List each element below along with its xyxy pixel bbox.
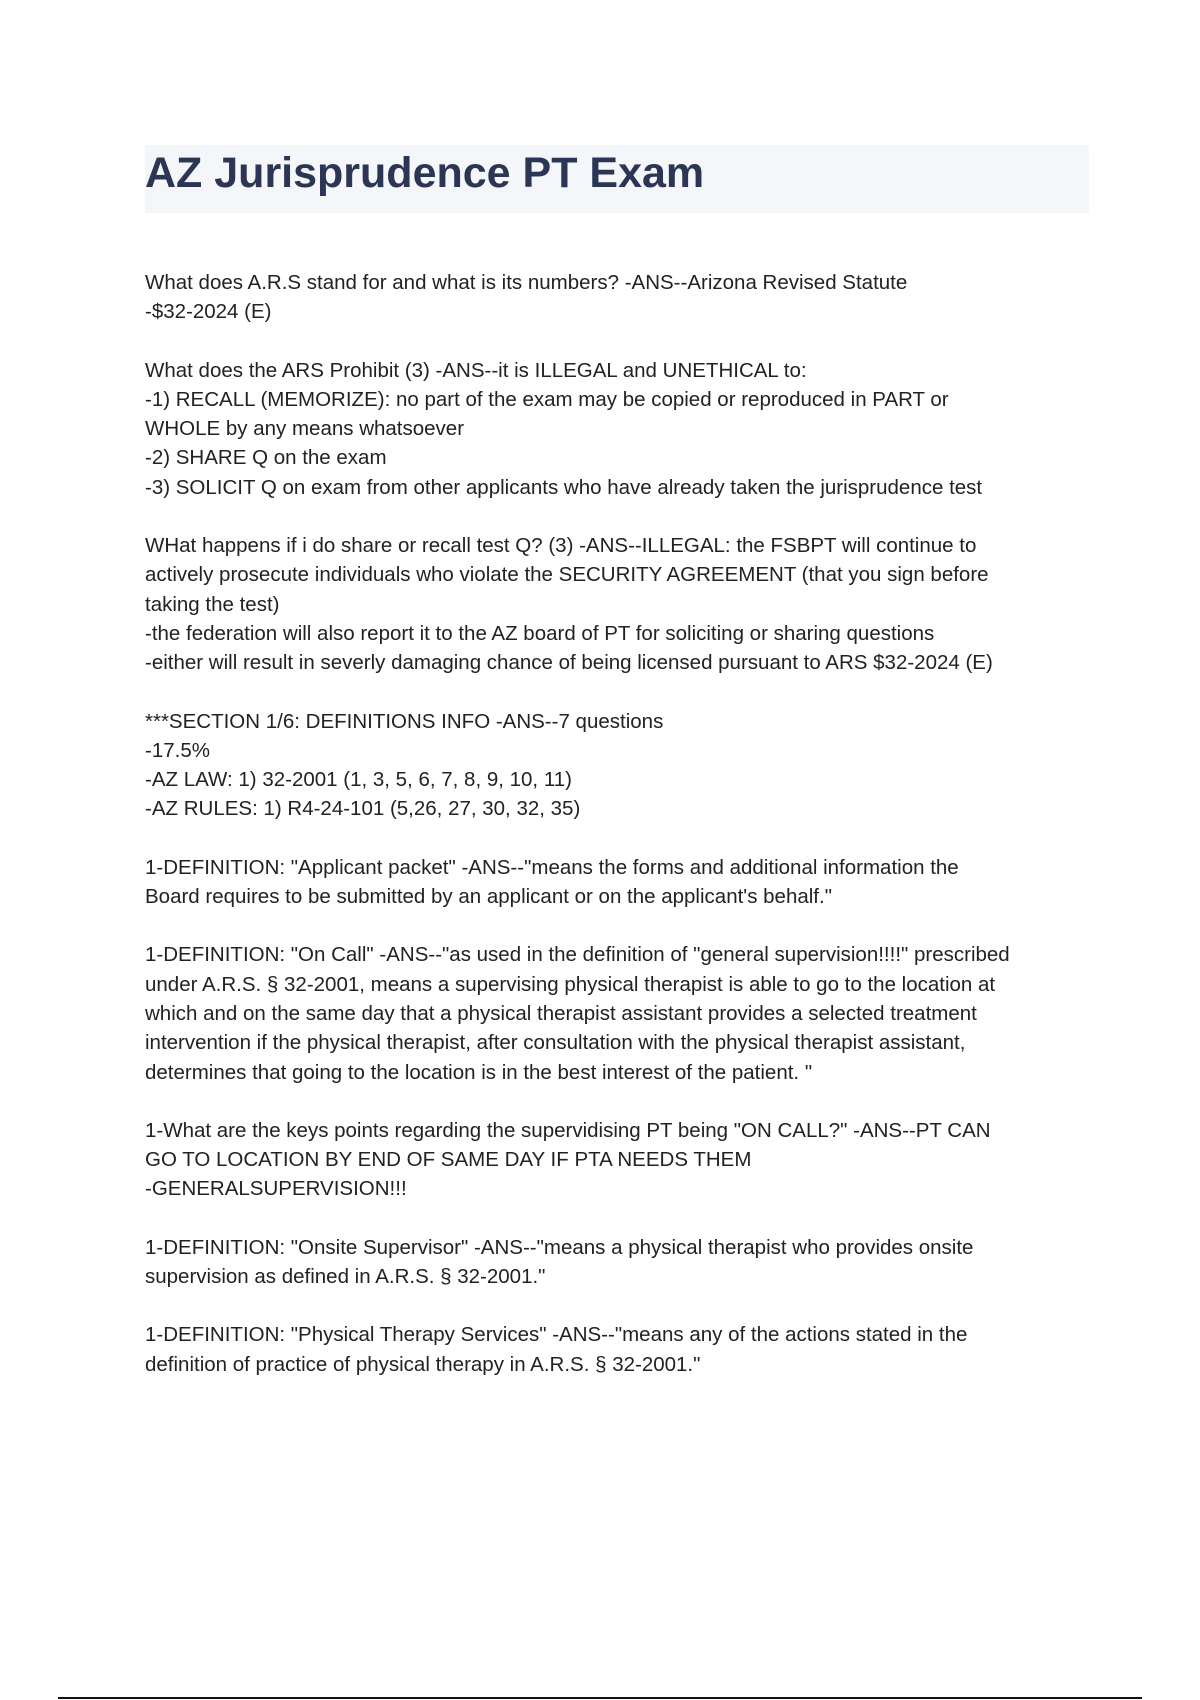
- qa-item: 1-What are the keys points regarding the supervidising PT being "ON CALL?" -ANS--PT CAN GO TO LOCATION BY END OF SAME DAY IF PTA NEEDS THEM -GENERALSUPERVISION!!!: [145, 1118, 991, 1201]
- qa-item: WHat happens if i do share or recall test Q? (3) -ANS--ILLEGAL: the FSBPT will continue to actively prosecute individuals who violate the SECURITY AGREEMENT (that you sign before taking the test) -the federation will also report it to the AZ board of PT for soliciting or sharing questions -either will result in severly damaging chance of being licensed pursuant to ARS $32-2024 (E): [145, 534, 993, 675]
- qa-item: ***SECTION 1/6: DEFINITIONS INFO -ANS--7 questions -17.5% -AZ LAW: 1) 32-2001 (1, 3, 5, 6, 7, 8, 9, 10, 11) -AZ RULES: 1) R4-24-101 (5,26, 27, 30, 32, 35): [145, 709, 664, 821]
- qa-item: What does A.R.S stand for and what is its numbers? -ANS--Arizona Revised Statute -$32-2024 (E): [145, 271, 908, 324]
- document-title: AZ Jurisprudence PT Exam: [145, 149, 705, 197]
- qa-item: 1-DEFINITION: "Physical Therapy Services" -ANS--"means any of the actions stated in the definition of practice of physical therapy in A.R.S. § 32-2001.": [145, 1323, 968, 1376]
- qa-content: [145, 268, 1095, 1408]
- qa-item: What does the ARS Prohibit (3) -ANS--it is ILLEGAL and UNETHICAL to: -1) RECALL (MEMORIZE): no part of the exam may be copied or reproduced in PART or WHOLE by any means whatsoever -2) SHARE Q on the exam -3) SOLICIT Q on exam from other applicants who have already taken the jurisprudence test: [145, 358, 983, 499]
- footer-divider: [58, 1697, 1142, 1699]
- qa-item: 1-DEFINITION: "Onsite Supervisor" -ANS--"means a physical therapist who provides onsite supervision as defined in A.R.S. § 32-2001.": [145, 1235, 974, 1289]
- qa-item: 1-DEFINITION: "On Call" -ANS--"as used in the definition of "general supervision!!!!" prescribed under A.R.S. § 32-2001, means a supervising physical therapist is able to go to the location at which and on the same day that a physical therapist assistant provides a selected treatment intervention if the physical therapist, after consultation with the physical therapist assistant, determines that going to the location is in the best interest of the patient. ": [145, 943, 1010, 1084]
- qa-item: 1-DEFINITION: "Applicant packet" -ANS--"means the forms and additional information the Board requires to be submitted by an applicant or on the applicant's behalf.": [145, 855, 959, 909]
